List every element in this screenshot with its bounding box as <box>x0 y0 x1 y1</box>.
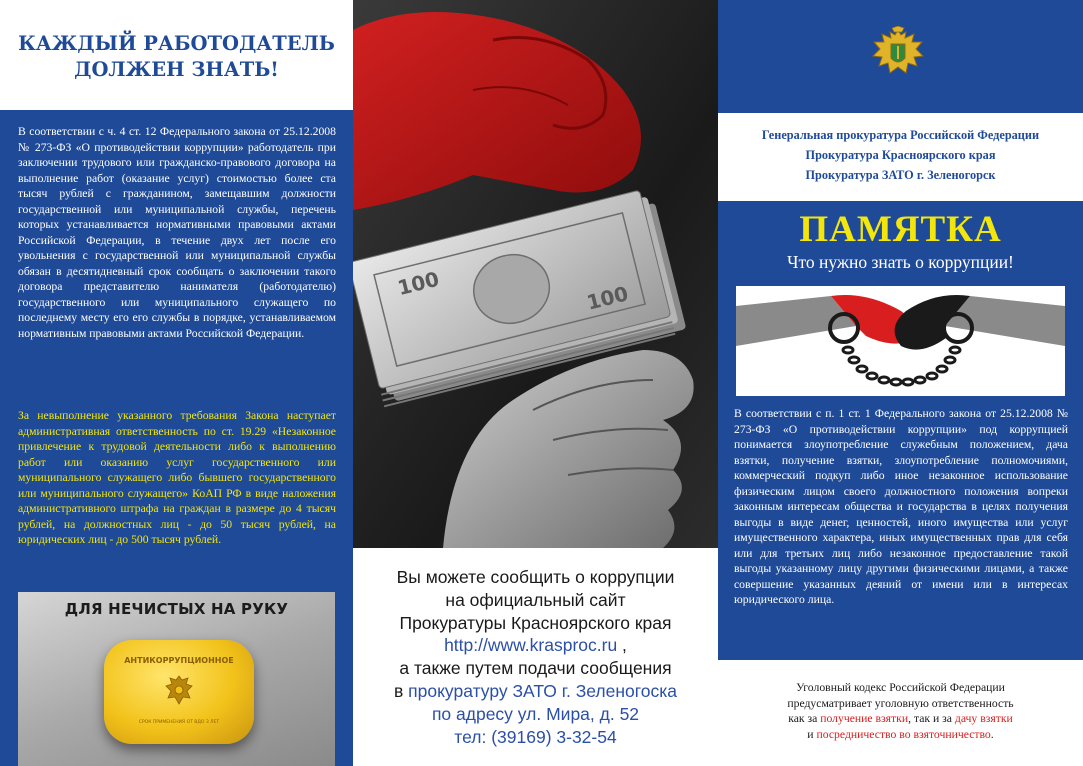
receiving-bribe-text: получение взятки <box>820 712 909 725</box>
mediation-bribery-text: посредничество во взяточничество <box>816 727 991 741</box>
info-line6-prefix: в <box>393 680 409 701</box>
left-title <box>10 31 343 83</box>
note-line4-suffix: . <box>990 727 994 741</box>
report-corruption-info <box>353 566 718 748</box>
prosecutor-office-link: прокуратуру ЗАТО г. Зеленогоска <box>408 680 678 701</box>
memo-title: ПАМЯТКА <box>799 209 1002 250</box>
note-line4-prefix: и <box>807 727 817 741</box>
soap-bar-icon <box>104 640 254 744</box>
info-line1: Вы можете сообщить о коррупции <box>396 567 675 587</box>
info-url-line <box>353 634 718 657</box>
handcuffed-handshake-icon <box>736 286 1065 396</box>
soap-label: АНТИКОРРУПЦИОННОЕ <box>124 656 234 665</box>
org-line3: Прокуратура ЗАТО г. Зеленогорск <box>805 168 996 182</box>
phone-line: тел: (39169) 3-32-54 <box>454 726 617 747</box>
left-title-line1: КАЖДЫЙ РАБОТОДАТЕЛЬ <box>18 32 335 55</box>
corruption-definition-paragraph: В соответствии с п. 1 ст. 1 Федерального закона от 25.12.2008 № 273-ФЗ «О противодействии коррупции» под коррупцией понимается злоупотребление служебным положением, дача взятки, получение взятки, злоупотребление полномочиями, коммерческий подкуп либо иное незаконное использование физическим лицом своего должностного положения вопреки законным интересам общества и государства в целях получения выгоды в виде денег, ценностей, иного имущества или услуг имущественного характера, иных имущественных прав для себя или для третьих лиц либо незаконное предоставление такой выгоды указанному лицу другими физическими лицами, а также совершение указанных деяний от имени или в интересах юридического лица. <box>734 407 1068 606</box>
note-line2: предусматривает уголовную ответственность <box>787 696 1014 710</box>
org-line2: Прокуратура Красноярского края <box>805 148 996 162</box>
giving-bribe-text: дачу взятки <box>954 712 1013 725</box>
note-line3-mid: , так и за <box>908 712 955 725</box>
soap-small-text: СРОК ПРИМЕНЕНИЯ ОТ ВДО З ЛЕТ <box>138 720 220 725</box>
note-line1: Уголовный кодекс Российской Федерации <box>796 681 1005 694</box>
info-line3: Прокуратуры Красноярского края <box>399 612 672 633</box>
employer-obligation-paragraph: В соответствии с ч. 4 ст. 12 Федерального закона от 25.12.2008 № 273-ФЗ «О противодействии коррупции» работодатель при заключении трудового или гражданско-правового договора на выполнение работ (оказание услуг) стоимостью более ста тысяч рублей с гражданином, замещавшим должности государственной или муниципальной службы, перечень которых устанавливается нормативными правовыми актами Российской Федерации, в течение двух лет после его увольнения с государственной или муниципальной службы обязан в десятидневный срок сообщать о заключении такого договора представителю нанимателя (работодателю) государственного или муниципального служащего по последнему месту его его службы в порядке, устанавливаемом нормативным правовыми актами Российской Федерации. <box>18 125 336 340</box>
note-line3-prefix: как за <box>788 712 821 725</box>
liability-paragraph: За невыполнение указанного требования Закона наступает административная ответственность по ст. 19.29 «Незаконное привлечение к трудовой деятельности либо к выполнению работ или оказанию услуг государственного или муниципального служащего либо бывшего государственного или муниципального служащего» КоАП РФ в виде наложения административного штрафа на граждан в размере до 4 тысяч рублей, на должностных лиц - до 50 тысяч рублей, на юридических лиц - до 500 тысяч рублей. <box>18 409 336 546</box>
left-panel <box>0 0 353 766</box>
info-line2: на официальный сайт <box>445 589 626 610</box>
criminal-code-note <box>718 680 1083 742</box>
svg-text:100: 100 <box>395 266 442 301</box>
anticorruption-soap-image <box>18 592 335 766</box>
svg-text:100: 100 <box>584 281 631 315</box>
krasproc-link[interactable]: http://www.krasproc.ru <box>444 635 618 656</box>
soap-image-caption: ДЛЯ НЕЧИСТЫХ НА РУКУ <box>64 600 289 618</box>
note-line3 <box>718 711 1083 727</box>
org-line1: Генеральная прокуратура Российской Федерации <box>761 128 1040 142</box>
note-line4 <box>718 727 1083 743</box>
soap-emblem-icon <box>164 674 194 708</box>
info-url-suffix: , <box>617 635 627 656</box>
bribe-money-hands-photo <box>353 0 718 548</box>
right-panel <box>718 0 1083 766</box>
double-headed-eagle-emblem-icon <box>870 26 926 86</box>
info-line5: а также путем подачи сообщения <box>399 658 672 679</box>
address-line: по адресу ул. Мира, д. 52 <box>431 703 640 724</box>
memo-subtitle: Что нужно знать о коррупции! <box>787 252 1014 272</box>
info-line6 <box>353 680 718 703</box>
left-title-line2: ДОЛЖЕН ЗНАТЬ! <box>74 58 279 81</box>
middle-panel <box>353 0 718 766</box>
